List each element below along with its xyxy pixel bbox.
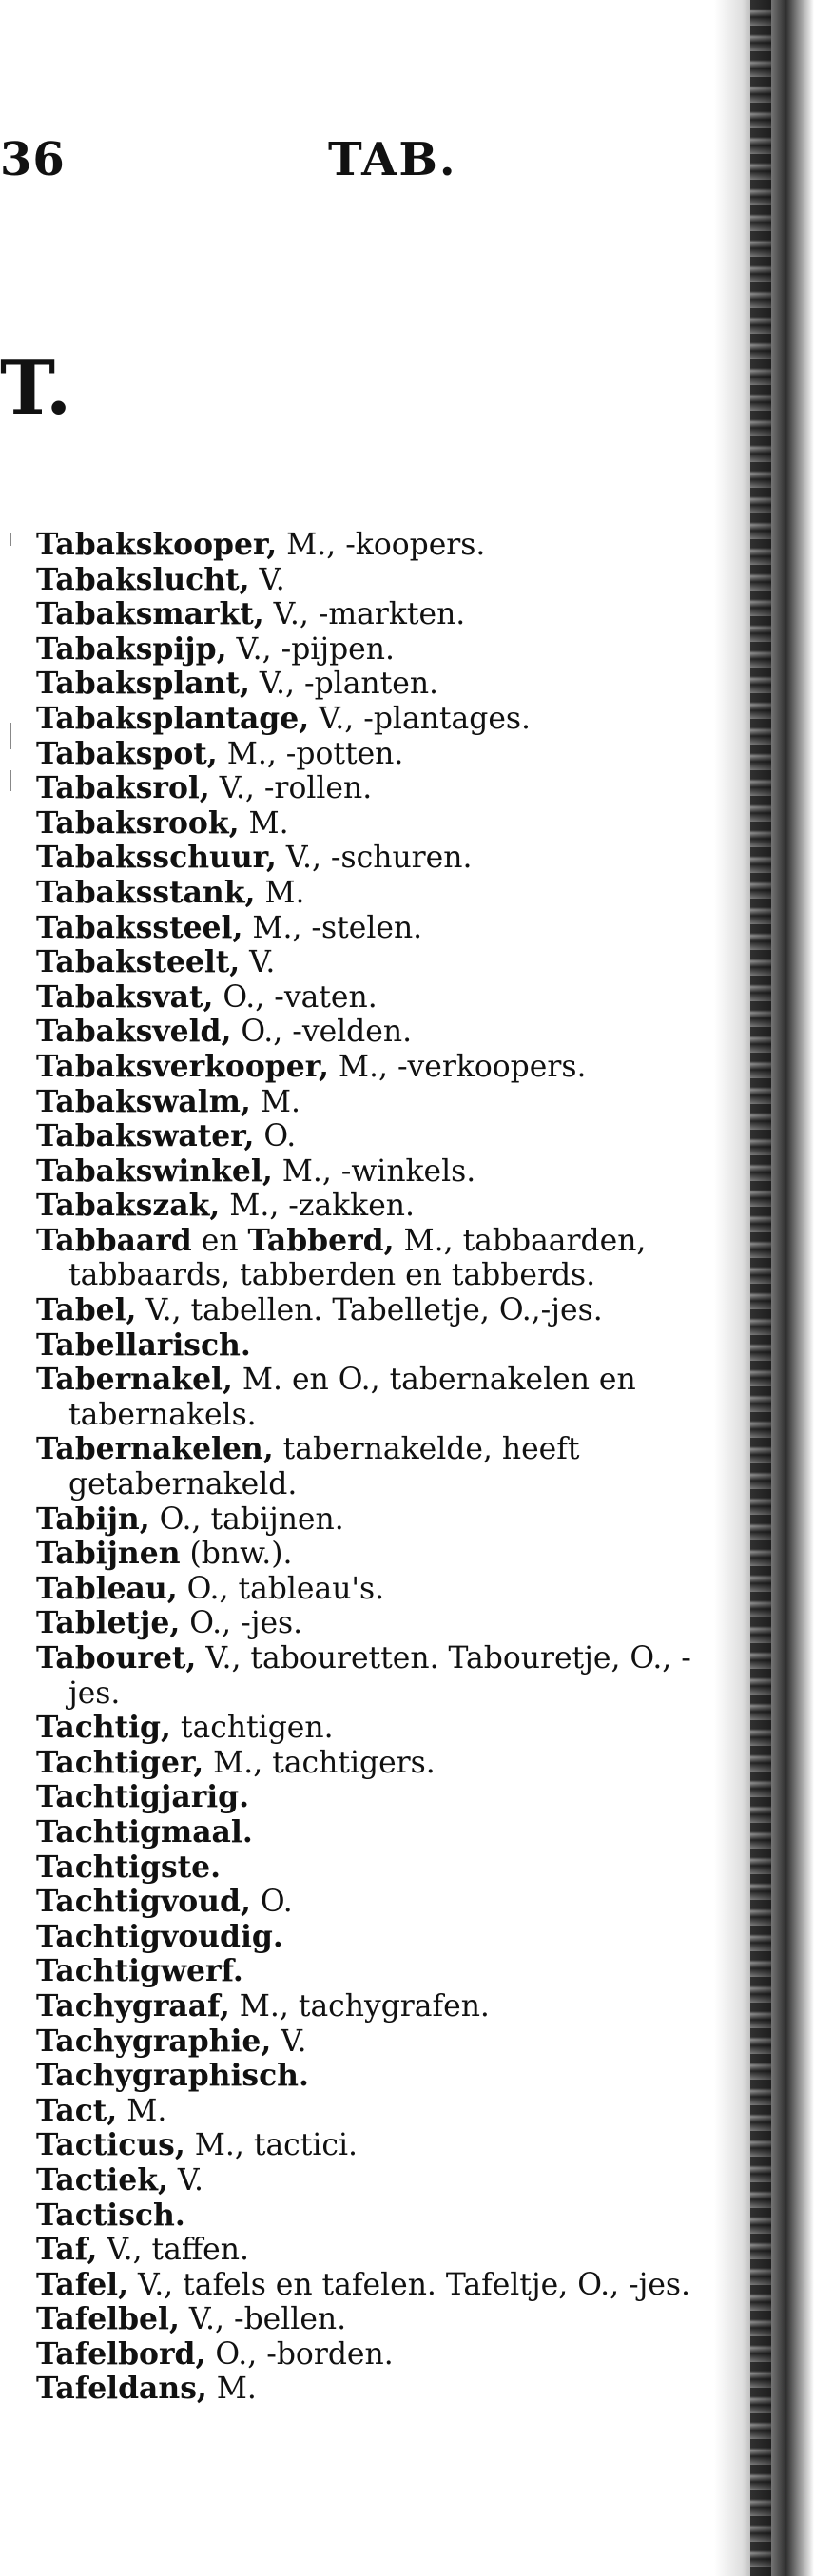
- dictionary-entry: [36, 632, 740, 668]
- entry-headword: Tabellarisch.: [36, 1327, 251, 1363]
- entry-gloss: M., -stelen.: [242, 910, 423, 945]
- dictionary-entry: [36, 2198, 740, 2234]
- entry-gloss: V., tabellen. Tabelletje, O.,-jes.: [136, 1293, 603, 1328]
- entry-gloss: V., -bellen.: [179, 2302, 347, 2337]
- entry-headword: Tabouret,: [36, 1641, 197, 1675]
- entry-gloss: M., -verkoopers.: [328, 1049, 587, 1084]
- dictionary-entry: [36, 806, 740, 842]
- entry-headword: Tabakskooper,: [36, 528, 278, 562]
- dictionary-entry: [36, 2163, 740, 2198]
- dictionary-entry: [36, 2233, 740, 2268]
- entry-headword: Tabaksschuur,: [36, 841, 277, 876]
- dictionary-entry: [36, 1780, 740, 1815]
- entry-headword: Tachtigwerf.: [36, 1954, 243, 1989]
- section-letter: T.: [0, 345, 72, 432]
- entry-headword: Tabaksverkooper,: [36, 1049, 329, 1084]
- entry-gloss: tabernakelde, heeft getabernakeld.: [68, 1432, 580, 1502]
- entry-gloss: V., tabouretten. Tabouretje, O., -jes.: [68, 1641, 691, 1711]
- entry-headword: Tabaksstank,: [36, 875, 256, 910]
- page-number: 36: [0, 133, 66, 186]
- dictionary-entry: [36, 2302, 740, 2337]
- entry-headword: Tabernakelen,: [36, 1432, 274, 1467]
- dictionary-entry: [36, 1085, 740, 1120]
- dictionary-entry: [36, 1954, 740, 1989]
- gutter-mark: [10, 723, 11, 749]
- entry-gloss: V., -schuren.: [276, 841, 473, 876]
- dictionary-entry: [36, 2372, 740, 2407]
- entry-headword: Tafelbord,: [36, 2336, 206, 2372]
- entry-gloss: M., tachygrafen.: [229, 1988, 490, 2024]
- entry-gloss: M.: [255, 875, 305, 910]
- entry-gloss: M.: [117, 2093, 167, 2128]
- entry-gloss: V., -plantages.: [309, 701, 531, 736]
- entry-headword: Taf,: [36, 2233, 98, 2268]
- gutter-mark: [10, 533, 11, 546]
- entry-headword: Tabernakel,: [36, 1363, 233, 1398]
- entry-gloss: M., tachtigers.: [204, 1745, 436, 1780]
- entry-gloss: V.: [167, 2162, 204, 2198]
- entry-headword: Tabaksrook,: [36, 805, 240, 841]
- entry-headword: Tachtiger,: [36, 1745, 204, 1780]
- entry-gloss: M.: [250, 1084, 300, 1119]
- dictionary-entry: [36, 771, 740, 806]
- dictionary-entry: [36, 1050, 740, 1085]
- entry-gloss: M., -koopers.: [277, 528, 486, 562]
- dictionary-entry: [36, 1119, 740, 1154]
- dictionary-entry: [36, 1746, 740, 1781]
- entry-headword: Tabaksteelt,: [36, 945, 241, 980]
- entry-headword: Tabakswinkel,: [36, 1153, 273, 1189]
- entry-gloss: (bnw.).: [180, 1537, 293, 1572]
- entry-headword: Tafeldans,: [36, 2372, 207, 2407]
- entry-gloss: M., -winkels.: [272, 1153, 476, 1189]
- entry-headword: Tabel,: [36, 1293, 137, 1328]
- entry-headword: Tactisch.: [36, 2198, 185, 2233]
- entry-gloss: O., -jes.: [180, 1606, 303, 1641]
- dictionary-entry: [36, 1641, 740, 1711]
- dictionary-entry: [36, 2024, 740, 2060]
- entry-gloss: V., taffen.: [97, 2233, 249, 2268]
- entry-gloss: O., tabijnen.: [149, 1501, 344, 1537]
- entry-headword-variant: Tabberd,: [247, 1223, 395, 1258]
- dictionary-entry-list: [36, 528, 740, 2407]
- dictionary-entry: [36, 1189, 740, 1224]
- dictionary-entry: [36, 597, 740, 632]
- entry-headword: Tabakswalm,: [36, 1084, 251, 1119]
- dictionary-entry: [36, 1328, 740, 1364]
- dictionary-entry: [36, 1154, 740, 1190]
- entry-gloss: M.: [239, 805, 289, 841]
- entry-gloss: M.: [206, 2372, 257, 2407]
- entry-gloss: V.: [271, 2024, 307, 2059]
- entry-headword: Tachtigste.: [36, 1850, 222, 1885]
- dictionary-entry: [36, 2059, 740, 2094]
- entry-headword: Tabaksveld,: [36, 1015, 232, 1050]
- entry-headword: Tabaksmarkt,: [36, 597, 264, 632]
- dictionary-entry: [36, 1606, 740, 1641]
- entry-headword: Tacticus,: [36, 2128, 185, 2163]
- dictionary-entry: [36, 1015, 740, 1050]
- entry-gloss: V.: [240, 945, 276, 980]
- dictionary-entry: [36, 563, 740, 598]
- dictionary-entry: [36, 1815, 740, 1850]
- entry-headword: Tabijnen: [36, 1537, 181, 1572]
- entry-gloss: tachtigen.: [170, 1711, 334, 1746]
- dictionary-entry: [36, 841, 740, 876]
- entry-headword: Tabletje,: [36, 1606, 181, 1641]
- entry-gloss: O., -borden.: [205, 2336, 394, 2372]
- entry-headword: Tabaksrol,: [36, 771, 210, 806]
- entry-headword: Tachtigjarig.: [36, 1780, 250, 1815]
- dictionary-entry: [36, 1989, 740, 2024]
- dictionary-entry: [36, 737, 740, 772]
- dictionary-entry: [36, 2094, 740, 2129]
- entry-headword: Tachtigvoudig.: [36, 1919, 283, 1954]
- entry-headword: Tabbaard: [36, 1223, 192, 1258]
- dictionary-entry: [36, 911, 740, 946]
- entry-headword: Tabaksplantage,: [36, 701, 310, 736]
- dictionary-entry: [36, 1224, 740, 1293]
- entry-gloss: O.: [250, 1885, 293, 1920]
- entry-gloss: O., -velden.: [231, 1015, 413, 1050]
- dictionary-entry: [36, 1850, 740, 1886]
- running-head: TAB.: [328, 133, 457, 186]
- dictionary-entry: [36, 1502, 740, 1538]
- entry-headword: Tachygraaf,: [36, 1988, 230, 2024]
- entry-headword: Tabaksvat,: [36, 979, 214, 1015]
- dictionary-entry: [36, 1711, 740, 1746]
- entry-gloss: V., -markten.: [263, 597, 466, 632]
- entry-gloss: M., -zakken.: [220, 1189, 415, 1224]
- entry-gloss: O.: [254, 1119, 297, 1154]
- entry-gloss: M., -potten.: [217, 736, 404, 771]
- entry-gloss: V., tafels en tafelen. Tafeltje, O., -jes.: [128, 2267, 691, 2302]
- entry-headword: Tabakspot,: [36, 736, 218, 771]
- entry-headword: Tachygraphisch.: [36, 2059, 309, 2094]
- entry-headword: Tableau,: [36, 1571, 178, 1606]
- entry-headword: Tabakslucht,: [36, 562, 250, 597]
- entry-gloss: O., -vaten.: [213, 979, 378, 1015]
- gutter-mark: [10, 770, 11, 791]
- dictionary-entry: [36, 1363, 740, 1432]
- entry-gloss: V., -planten.: [249, 667, 439, 702]
- dictionary-entry: [36, 2337, 740, 2373]
- entry-gloss: M., tabbaarden, tabbaards, tabberden en tabberds.: [68, 1223, 647, 1293]
- entry-headword: Tachtigvoud,: [36, 1885, 251, 1920]
- dictionary-entry: [36, 1885, 740, 1920]
- entry-headword: Tafelbel,: [36, 2302, 180, 2337]
- dictionary-entry: [36, 1293, 740, 1328]
- entry-headword: Tafel,: [36, 2267, 129, 2302]
- dictionary-entry: [36, 945, 740, 980]
- entry-headword: Tachygraphie,: [36, 2024, 272, 2059]
- entry-connector: en: [191, 1223, 248, 1258]
- dictionary-entry: [36, 528, 740, 563]
- dictionary-entry: [36, 876, 740, 911]
- entry-gloss: V., -pijpen.: [226, 631, 395, 667]
- entry-headword: Tabaksplant,: [36, 667, 250, 702]
- entry-headword: Tabakssteel,: [36, 910, 243, 945]
- dictionary-entry: [36, 2268, 740, 2303]
- entry-headword: Tabakszak,: [36, 1189, 221, 1224]
- entry-headword: Tabakspijp,: [36, 631, 227, 667]
- dictionary-entry: [36, 1920, 740, 1955]
- dictionary-entry: [36, 1537, 740, 1572]
- entry-gloss: M., tactici.: [184, 2128, 358, 2163]
- entry-gloss: M. en O., tabernakelen en tabernakels.: [68, 1363, 636, 1432]
- dictionary-entry: [36, 1432, 740, 1501]
- dictionary-entry: [36, 702, 740, 737]
- dictionary-entry: [36, 1572, 740, 1607]
- entry-headword: Tachtigmaal.: [36, 1814, 253, 1850]
- entry-gloss: V.: [249, 562, 285, 597]
- entry-gloss: V., -rollen.: [209, 771, 373, 806]
- entry-headword: Tabakswater,: [36, 1119, 255, 1154]
- entry-gloss: O., tableau's.: [177, 1571, 385, 1606]
- entry-headword: Tact,: [36, 2093, 118, 2128]
- entry-headword: Tachtig,: [36, 1711, 171, 1746]
- entry-headword: Tabijn,: [36, 1501, 150, 1537]
- dictionary-entry: [36, 2128, 740, 2163]
- dictionary-entry: [36, 667, 740, 702]
- dictionary-entry: [36, 980, 740, 1016]
- entry-headword: Tactiek,: [36, 2162, 168, 2198]
